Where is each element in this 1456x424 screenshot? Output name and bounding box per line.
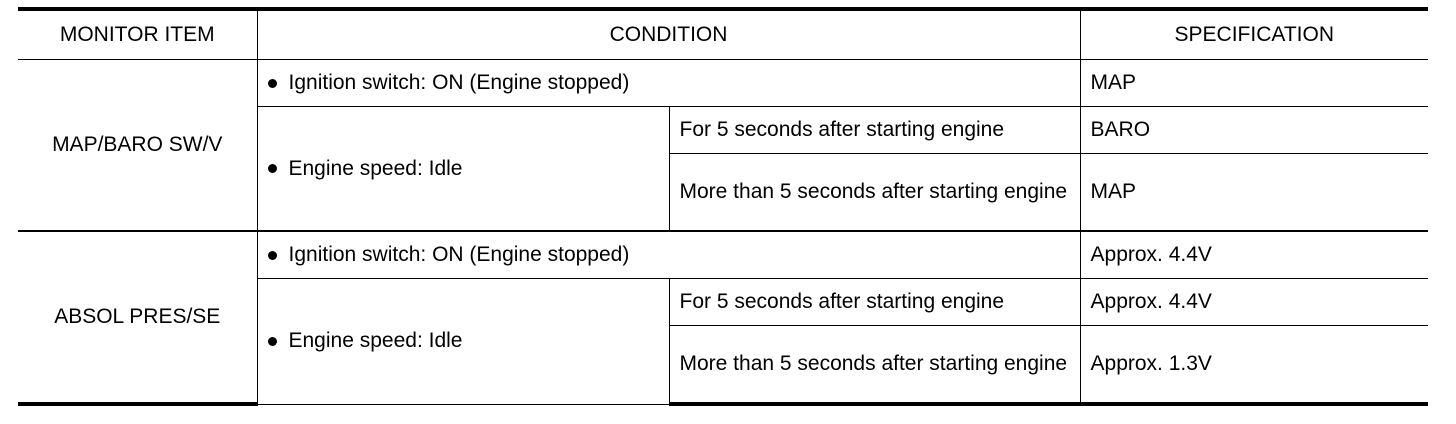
monitor-item-cell: MAP/BARO SW/V [18, 60, 257, 232]
table-row [18, 231, 1428, 279]
header-condition: CONDITION [257, 9, 1080, 60]
condition-cell [257, 60, 1080, 107]
condition-text: Ignition switch: ON (Engine stopped) [288, 243, 630, 266]
condition-cell [257, 279, 669, 405]
specification-cell: Approx. 4.4V [1080, 279, 1428, 326]
specification-cell: Approx. 4.4V [1080, 231, 1428, 279]
condition-text: Engine speed: Idle [288, 156, 463, 180]
sub-condition-cell: More than 5 seconds after starting engine [669, 326, 1080, 405]
specification-table [18, 7, 1428, 406]
condition-text: Engine speed: Idle [288, 329, 463, 353]
header-monitor-item: MONITOR ITEM [18, 9, 257, 60]
sub-condition-cell: For 5 seconds after starting engine [669, 107, 1080, 154]
specification-cell: MAP [1080, 60, 1428, 107]
table-row [18, 60, 1428, 107]
specification-cell: BARO [1080, 107, 1428, 154]
bullet-icon [268, 337, 277, 346]
sub-condition-cell: More than 5 seconds after starting engine [669, 154, 1080, 232]
condition-cell [257, 231, 1080, 279]
bullet-icon [268, 164, 277, 173]
condition-text: Ignition switch: ON (Engine stopped) [288, 71, 630, 94]
specification-cell: Approx. 1.3V [1080, 326, 1428, 405]
header-row [18, 9, 1428, 60]
group-map-baro [18, 60, 1428, 232]
condition-cell [257, 107, 669, 232]
group-absol-pres [18, 231, 1428, 404]
monitor-item-cell: ABSOL PRES/SE [18, 231, 257, 404]
bullet-icon [268, 251, 277, 260]
bullet-icon [268, 79, 277, 88]
specification-cell: MAP [1080, 154, 1428, 232]
sub-condition-cell: For 5 seconds after starting engine [669, 279, 1080, 326]
header-specification: SPECIFICATION [1080, 9, 1428, 60]
